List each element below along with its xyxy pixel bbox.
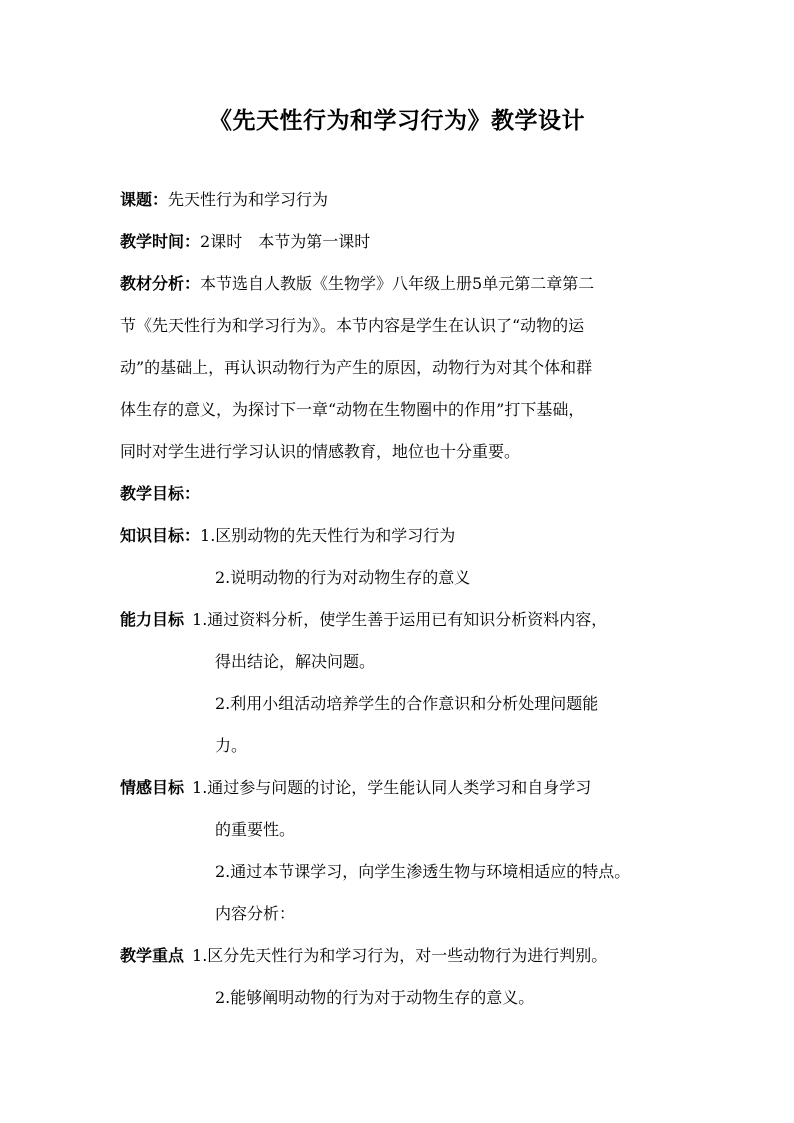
knowledge-line-1 xyxy=(120,525,455,547)
topic-line xyxy=(120,189,328,211)
ability-text-1: 1.通过资料分析，使学生善于运用已有知识分析资料内容， xyxy=(192,610,608,629)
analysis-line-1 xyxy=(120,273,594,295)
ability-line-1 xyxy=(120,609,607,631)
knowledge-label: 知识目标： xyxy=(120,526,201,545)
analysis-line-5: 同时对学生进行学习认识的情感教育，地位也十分重要。 xyxy=(120,442,521,461)
ability-text-3: 2.利用小组活动培养学生的合作意识和分析处理问题能 xyxy=(215,694,599,713)
key-points-text-2: 2.能够阐明动物的行为对于动物生存的意义。 xyxy=(215,988,535,1007)
emotion-line-1 xyxy=(120,777,591,799)
topic-label: 课题： xyxy=(120,190,169,209)
time-value: 2课时 本节为第一课时 xyxy=(200,232,371,251)
ability-text-4: 力。 xyxy=(215,736,248,755)
analysis-label: 教材分析： xyxy=(120,274,201,293)
topic-value: 先天性行为和学习行为 xyxy=(168,190,329,209)
knowledge-item-2: 2.说明动物的行为对动物生存的意义 xyxy=(215,568,471,587)
analysis-text: 本节选自人教版《生物学》八年级上册5单元第二章第二 xyxy=(200,274,595,293)
emotion-text-3: 2.通过本节课学习，向学生渗透生物与环境相适应的特点。 xyxy=(215,862,631,881)
key-points-label: 教学重点 xyxy=(120,946,185,965)
key-points-line-1 xyxy=(120,945,607,967)
ability-label: 能力目标 xyxy=(120,610,185,629)
analysis-line-3: 动”的基础上，再认识动物行为产生的原因，动物行为对其个体和群 xyxy=(120,358,593,377)
analysis-line-2: 节《先天性行为和学习行为》。本节内容是学生在认识了“动物的运 xyxy=(120,316,585,335)
goals-heading: 教学目标： xyxy=(120,484,201,503)
time-label: 教学时间： xyxy=(120,232,201,251)
content-analysis-heading: 内容分析： xyxy=(215,904,296,923)
key-points-text-1: 1.区分先天性行为和学习行为，对一些动物行为进行判别。 xyxy=(192,946,608,965)
analysis-line-4: 体生存的意义，为探讨下一章“动物在生物圈中的作用”打下基础， xyxy=(120,400,585,419)
emotion-label: 情感目标 xyxy=(120,778,185,797)
emotion-text-2: 的重要性。 xyxy=(215,820,296,839)
emotion-text-1: 1.通过参与问题的讨论，学生能认同人类学习和自身学习 xyxy=(192,778,592,797)
knowledge-item-1: 1.区别动物的先天性行为和学习行为 xyxy=(200,526,456,545)
ability-text-2: 得出结论，解决问题。 xyxy=(215,652,376,671)
page-title: 《先天性行为和学习行为》教学设计 xyxy=(209,107,585,134)
time-line xyxy=(120,231,370,253)
